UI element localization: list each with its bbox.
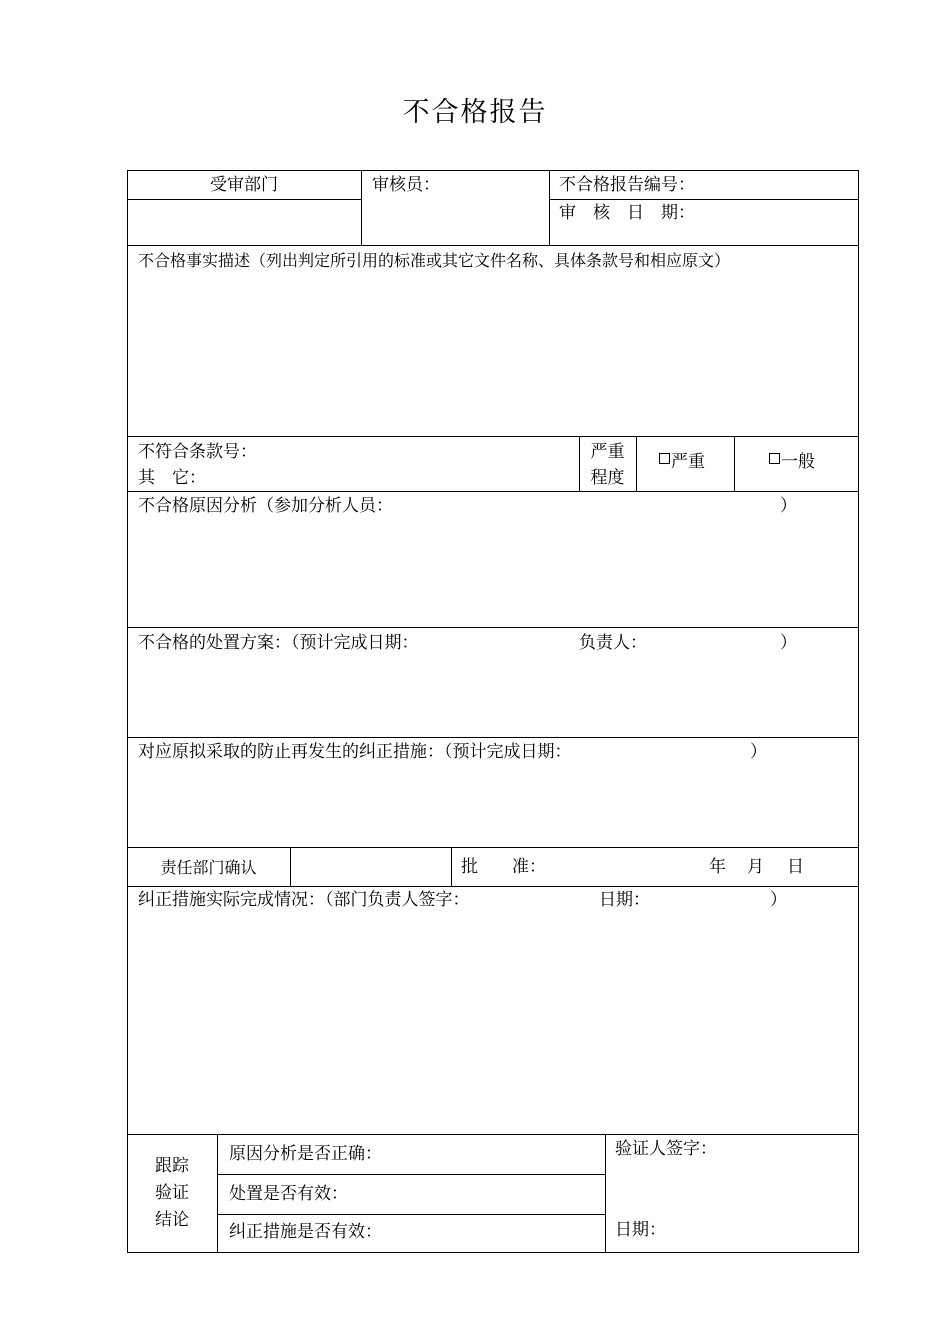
checkbox-icon[interactable] xyxy=(769,453,780,464)
row-divider xyxy=(217,1174,606,1175)
row-divider xyxy=(127,737,859,738)
disposal-plan-label: 不合格的处置方案：（预计完成日期： xyxy=(138,633,419,653)
tracking-label: 跟踪 xyxy=(155,1156,189,1176)
row-divider xyxy=(127,491,859,492)
cause-analysis-field[interactable] xyxy=(129,520,857,625)
other-label: 其 它： xyxy=(138,468,206,488)
col-divider xyxy=(734,436,735,491)
row-divider xyxy=(127,627,859,628)
row-divider xyxy=(127,1134,859,1135)
row-divider xyxy=(127,245,859,246)
completion-status-label: 纠正措施实际完成情况：（部门负责人签字： xyxy=(138,890,470,910)
row-divider xyxy=(127,436,859,437)
verifier-signature-label: 验证人签字： xyxy=(615,1139,717,1159)
col-divider xyxy=(549,170,550,246)
owner-label: 负责人： xyxy=(579,633,647,653)
checkbox-icon[interactable] xyxy=(659,453,670,464)
fact-description-label: 不合格事实描述（列出判定所引用的标准或其它文件名称、具体条款号和相应原文） xyxy=(138,251,731,270)
row-divider xyxy=(127,886,859,887)
severity-label: 程度 xyxy=(590,468,625,488)
audited-dept-label: 受审部门 xyxy=(210,175,278,195)
tracking-label: 验证 xyxy=(155,1183,189,1203)
option-label: 严重 xyxy=(671,452,705,472)
col-divider xyxy=(290,847,291,886)
year-label: 年 xyxy=(709,857,726,877)
form-border-left xyxy=(127,170,128,1253)
tracking-label: 结论 xyxy=(155,1210,189,1230)
row-divider xyxy=(549,199,859,200)
month-label: 月 xyxy=(747,857,764,877)
form-border-bottom xyxy=(127,1252,859,1253)
approve-label: 批 准： xyxy=(461,857,546,877)
verification-date-label: 日期： xyxy=(615,1220,666,1240)
corrective-effective-question: 纠正措施是否有效： xyxy=(229,1222,382,1242)
col-divider xyxy=(361,170,362,246)
form-border-top xyxy=(127,170,859,171)
audit-date-label: 审 核 日 期： xyxy=(559,203,695,223)
bracket-close: ） xyxy=(780,633,797,653)
col-divider xyxy=(451,847,452,886)
dept-confirm-label: 责任部门确认 xyxy=(160,858,257,877)
report-number-label: 不合格报告编号： xyxy=(559,175,695,195)
audited-dept-field[interactable] xyxy=(127,200,361,245)
col-divider xyxy=(605,1134,606,1253)
cause-analysis-label: 不合格原因分析（参加分析人员： xyxy=(138,496,393,516)
corrective-action-label: 对应原拟采取的防止再发生的纠正措施：（预计完成日期： xyxy=(138,742,572,762)
day-label: 日 xyxy=(787,857,804,877)
col-divider xyxy=(636,436,637,491)
dept-confirm-field[interactable] xyxy=(292,849,450,885)
fact-description-field[interactable] xyxy=(129,274,857,434)
col-divider xyxy=(217,1134,218,1253)
option-label: 一般 xyxy=(781,452,815,472)
row-divider xyxy=(127,847,859,848)
corrective-action-field[interactable] xyxy=(129,766,857,844)
bracket-close: ） xyxy=(750,742,767,762)
cause-correct-question: 原因分析是否正确： xyxy=(229,1144,382,1164)
nonconformity-report-form xyxy=(127,170,859,1253)
form-border-right xyxy=(858,170,859,1253)
severity-option-serious[interactable] xyxy=(659,452,705,472)
bracket-close: ） xyxy=(780,496,797,516)
severity-label: 严重 xyxy=(590,442,625,462)
disposal-plan-field[interactable] xyxy=(129,657,857,735)
page-title: 不合格报告 xyxy=(402,97,548,128)
nonconform-clause-label: 不符合条款号： xyxy=(138,442,257,462)
severity-option-general[interactable] xyxy=(769,452,815,472)
completion-date-label: 日期： xyxy=(599,890,650,910)
bracket-close: ） xyxy=(770,890,787,910)
disposal-effective-question: 处置是否有效： xyxy=(229,1184,348,1204)
completion-status-field[interactable] xyxy=(129,914,857,1132)
auditor-label: 审核员： xyxy=(372,175,440,195)
row-divider xyxy=(217,1214,606,1215)
